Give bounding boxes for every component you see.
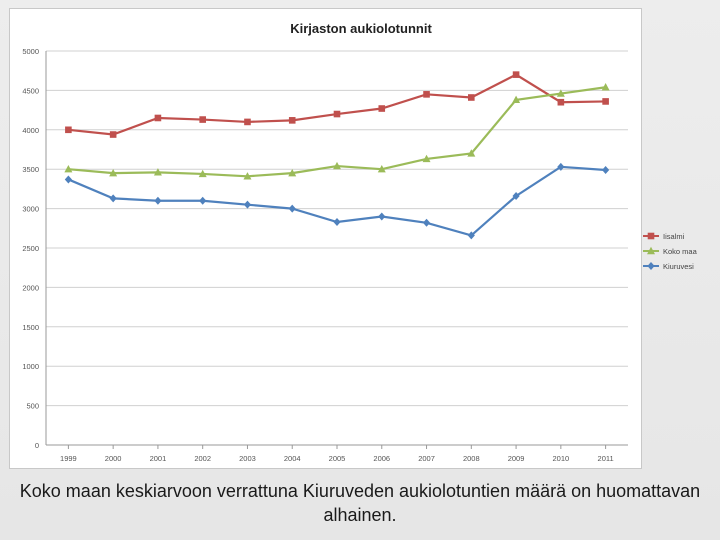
y-tick-label: 5000 (22, 47, 39, 56)
series-line-iisalmi (68, 75, 605, 135)
x-tick-label: 1999 (60, 454, 77, 463)
y-tick-label: 2000 (22, 283, 39, 293)
data-point-kiuruvesi (602, 166, 609, 174)
data-point-kiuruvesi (199, 197, 206, 205)
data-point-iisalmi (378, 105, 385, 112)
x-tick-label: 2009 (507, 454, 525, 463)
legend-label: Koko maa (663, 247, 697, 256)
y-tick-label: 1000 (22, 362, 39, 372)
data-point-kiuruvesi (289, 205, 296, 213)
data-point-iisalmi (110, 131, 117, 138)
data-point-iisalmi (155, 115, 162, 122)
data-point-kiuruvesi (110, 194, 117, 202)
x-tick-label: 2000 (104, 454, 122, 463)
y-tick-label: 2500 (22, 244, 39, 253)
data-point-kiuruvesi (378, 212, 385, 220)
y-tick-label: 4000 (22, 125, 39, 135)
y-tick-label: 3500 (22, 165, 39, 175)
chart-title: Kirjaston aukiolotunnit (290, 21, 432, 36)
legend-marker (647, 262, 654, 270)
x-tick-label: 2001 (149, 454, 167, 463)
data-point-kiuruvesi (423, 219, 430, 227)
y-tick-label: 4500 (22, 86, 39, 96)
data-point-kiuruvesi (333, 218, 340, 226)
x-tick-label: 2004 (283, 454, 301, 463)
legend-label: Kiuruvesi (663, 262, 694, 271)
x-tick-label: 2007 (418, 454, 435, 463)
y-tick-label: 500 (26, 401, 39, 411)
x-tick-label: 2010 (552, 454, 570, 463)
data-point-iisalmi (289, 117, 296, 124)
data-point-kiuruvesi (65, 175, 72, 183)
data-point-kiuruvesi (244, 201, 251, 209)
data-point-iisalmi (558, 99, 565, 106)
data-point-kiuruvesi (154, 197, 161, 205)
x-tick-label: 2002 (194, 454, 212, 463)
data-point-iisalmi (602, 98, 609, 105)
chart-legend (641, 228, 720, 288)
y-tick-label: 0 (34, 441, 39, 450)
slide-caption: Koko maan keskiarvoon verrattuna Kiuruveden aukiolotuntien määrä on huomattavan alhainen. (19, 481, 701, 525)
x-tick-label: 2006 (373, 454, 391, 463)
y-tick-label: 3000 (22, 204, 39, 214)
data-point-iisalmi (513, 71, 520, 78)
data-point-iisalmi (65, 127, 72, 134)
legend-marker (648, 233, 655, 240)
data-point-iisalmi (244, 119, 251, 126)
x-tick-label: 2005 (328, 454, 346, 463)
chart-frame (9, 8, 642, 469)
x-tick-label: 2011 (597, 454, 614, 463)
x-tick-label: 2003 (239, 454, 256, 463)
data-point-iisalmi (423, 91, 430, 98)
legend-label: Iisalmi (663, 232, 685, 241)
x-tick-label: 2008 (462, 454, 480, 463)
y-tick-label: 1500 (22, 322, 39, 332)
data-point-iisalmi (334, 111, 341, 118)
data-point-iisalmi (199, 116, 206, 123)
line-chart (10, 9, 641, 468)
data-point-iisalmi (468, 94, 475, 101)
